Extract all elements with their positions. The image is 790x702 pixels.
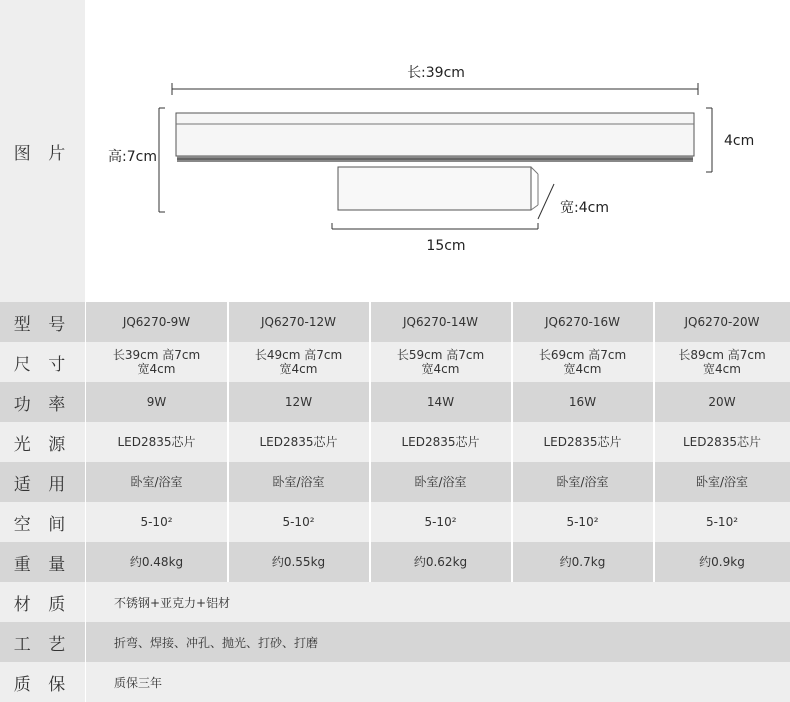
row-label: 重 量 [0, 542, 85, 582]
cell: 约0.7kg [559, 555, 606, 569]
row-label: 型 号 [0, 302, 85, 342]
cell [512, 342, 653, 382]
depth-label: 4cm [724, 133, 755, 149]
height-label: 高:7cm [108, 149, 157, 165]
cell: JQ6270-12W [261, 315, 336, 329]
cell: 卧室/浴室 [556, 475, 609, 489]
cell: JQ6270-16W [545, 315, 620, 329]
cell: JQ6270-9W [122, 315, 191, 329]
cell-line: 长69cm 高7cm [538, 348, 627, 362]
cell-line: 宽4cm [421, 362, 460, 376]
spec-row-model [0, 302, 790, 342]
cell: 卧室/浴室 [130, 475, 183, 489]
base-label: 15cm [426, 238, 466, 254]
cell [654, 342, 790, 382]
cell: JQ6270-14W [403, 315, 478, 329]
cell: 约0.62kg [413, 555, 468, 569]
cell: 20W [708, 395, 736, 409]
cell: 约0.55kg [271, 555, 326, 569]
cell: 卧室/浴室 [695, 475, 749, 489]
spec-row-craft [0, 622, 790, 662]
cell: 不锈钢+亚克力+铝材 [114, 595, 231, 610]
cell: 5-10² [282, 515, 315, 529]
row-label: 空 间 [0, 502, 85, 542]
row-label: 适 用 [0, 462, 85, 502]
column-divider [511, 302, 513, 582]
row-label: 材 质 [0, 582, 85, 622]
image-label [0, 0, 85, 302]
cell: 5-10² [566, 515, 599, 529]
cell: 折弯、焊接、冲孔、抛光、打砂、打磨 [114, 635, 319, 650]
cell: 5-10² [140, 515, 173, 529]
spec-row-light-source [0, 422, 790, 462]
cell: 5-10² [705, 515, 739, 529]
cell: 5-10² [424, 515, 457, 529]
cell-line: 宽4cm [563, 362, 602, 376]
product-drawing-area [86, 2, 788, 298]
product-dimension-drawing [86, 2, 788, 298]
column-divider [85, 0, 86, 702]
cell: LED2835芯片 [259, 435, 338, 449]
cell-line: 宽4cm [703, 362, 741, 376]
cell-line: 长39cm 高7cm [112, 348, 201, 362]
cell [228, 342, 369, 382]
row-label: 功 率 [0, 382, 85, 422]
cell: LED2835芯片 [117, 435, 196, 449]
cell: 12W [284, 395, 313, 409]
cell-line: 长59cm 高7cm [396, 348, 485, 362]
cell: 约0.48kg [129, 555, 184, 569]
cell: LED2835芯片 [682, 435, 762, 449]
column-divider [369, 302, 371, 582]
cell-line: 宽4cm [279, 362, 318, 376]
spec-row-size [0, 342, 790, 382]
cell: 16W [568, 395, 597, 409]
length-label: 长:39cm [407, 65, 465, 81]
spec-row-application [0, 462, 790, 502]
cell: LED2835芯片 [543, 435, 622, 449]
cell-line: 宽4cm [137, 362, 176, 376]
cell: LED2835芯片 [401, 435, 480, 449]
cell: 卧室/浴室 [414, 475, 467, 489]
spec-row-weight [0, 542, 790, 582]
cell: 约0.9kg [699, 555, 745, 569]
row-label: 工 艺 [0, 622, 85, 662]
column-divider [653, 302, 655, 582]
spec-row-material [0, 582, 790, 622]
width-label: 宽:4cm [560, 200, 609, 216]
cell: 9W [146, 395, 167, 409]
row-label: 质 保 [0, 662, 85, 702]
row-label: 光 源 [0, 422, 85, 462]
spec-row-power [0, 382, 790, 422]
column-divider [227, 302, 229, 582]
spec-row-space [0, 502, 790, 542]
cell-line: 长49cm 高7cm [254, 348, 343, 362]
row-label: 尺 寸 [0, 342, 85, 382]
spec-row-warranty [0, 662, 790, 702]
cell-line: 长89cm 高7cm [678, 348, 766, 362]
cell: 卧室/浴室 [272, 475, 325, 489]
cell [370, 342, 511, 382]
image-label-text: 图 片 [13, 143, 72, 164]
cell [86, 342, 227, 382]
cell: JQ6270-20W [684, 315, 760, 329]
cell: 质保三年 [114, 675, 163, 690]
cell: 14W [426, 395, 455, 409]
